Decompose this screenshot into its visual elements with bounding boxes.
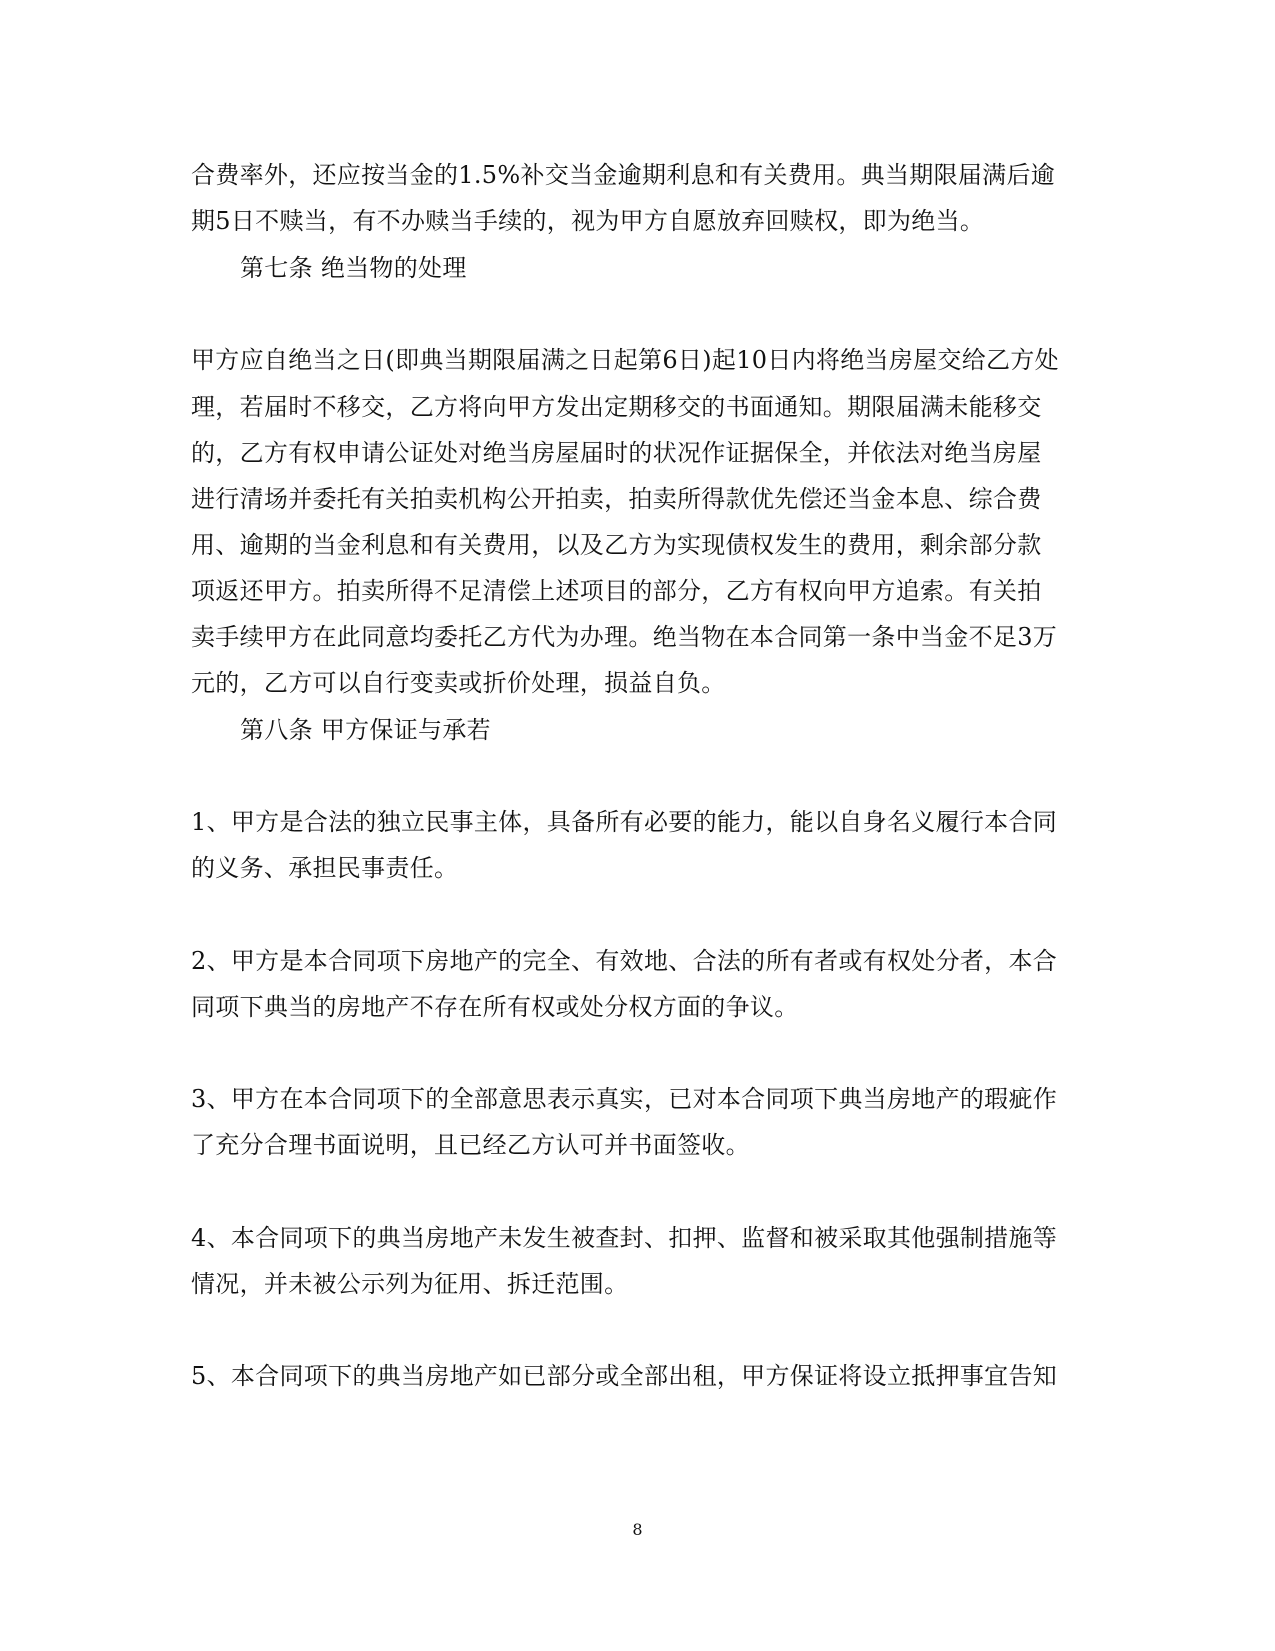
section-heading: 第七条 绝当物的处理 [240,254,467,282]
section-heading: 第八条 甲方保证与承若 [240,716,491,744]
text-line: 甲方应自绝当之日(即典当期限届满之日起第6日)起10日内将绝当房屋交给乙方处 [191,346,1059,374]
list-item-line: 4、本合同项下的典当房地产未发生被查封、扣押、监督和被采取其他强制措施等 [191,1224,1058,1252]
list-item-line: 情况，并未被公示列为征用、拆迁范围。 [191,1270,629,1298]
text-line: 的，乙方有权申请公证处对绝当房屋届时的状况作证据保全，并依法对绝当房屋 [191,439,1042,467]
page-number: 8 [632,1520,643,1539]
text-line: 期5日不赎当，有不办赎当手续的，视为甲方自愿放弃回赎权，即为绝当。 [191,207,985,235]
list-item-line: 1、甲方是合法的独立民事主体，具备所有必要的能力，能以自身名义履行本合同 [191,808,1058,836]
list-item-line: 同项下典当的房地产不存在所有权或处分权方面的争议。 [191,993,799,1021]
text-line: 进行清场并委托有关拍卖机构公开拍卖，拍卖所得款优先偿还当金本息、综合费 [191,485,1042,513]
list-item-line: 了充分合理书面说明，且已经乙方认可并书面签收。 [191,1131,750,1159]
text-line: 元的，乙方可以自行变卖或折价处理，损益自负。 [191,669,726,697]
text-line: 合费率外，还应按当金的1.5%补交当金逾期利息和有关费用。典当期限届满后逾 [191,161,1056,189]
text-line: 项返还甲方。拍卖所得不足清偿上述项目的部分，乙方有权向甲方追索。有关拍 [191,577,1042,605]
list-item-line: 的义务、承担民事责任。 [191,854,459,882]
text-line: 理，若届时不移交，乙方将向甲方发出定期移交的书面通知。期限届满未能移交 [191,393,1042,421]
list-item-line: 5、本合同项下的典当房地产如已部分或全部出租，甲方保证将设立抵押事宜告知 [191,1362,1058,1390]
text-line: 用、逾期的当金利息和有关费用，以及乙方为实现债权发生的费用，剩余部分款 [191,531,1042,559]
text-line: 卖手续甲方在此同意均委托乙方代为办理。绝当物在本合同第一条中当金不足3万 [191,623,1058,651]
list-item-line: 2、甲方是本合同项下房地产的完全、有效地、合法的所有者或有权处分者，本合 [191,947,1058,975]
list-item-line: 3、甲方在本合同项下的全部意思表示真实，已对本合同项下典当房地产的瑕疵作 [191,1085,1058,1113]
